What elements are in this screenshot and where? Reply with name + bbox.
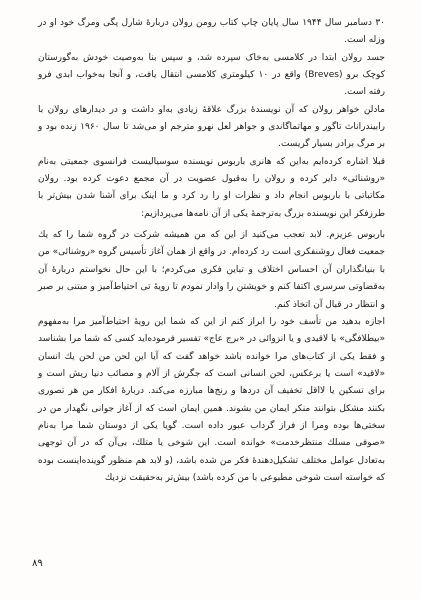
paragraph-letter-opening: باربوس عزیزم. لابد تعجب می‌کنید از این که من همیشه شرکت در گروه شما را که یك جمعیت فعال روشنفکری است رد کرده‌ام. در واقع از همان آغاز تأسیس گروه «روشنائی» من با بنیانگذاران آن احساس اختلاف و تباین فکری می‌کردم؛ با این حال نخواستم دربارهٔ آن به‌قضاوتی سرسری اکتفا کنم و خویشتن را وادار نمودم تا رویهٔ تی احتیاط‌آمیز و مبتنی بر صبر و انتظار در قبال آن اتخاذ کنم. xyxy=(38,230,385,310)
paragraph-sister-madeleine: مادلن خواهر رولان که آن نویسندهٔ بزرگ علاقهٔ زیادی به‌او داشت و در دیدارهای رولان با رابیندراناث تاگور و مهاتماگاندی و جواهر لعل نهرو مترجم او می‌شد تا سال ۱۹۶۰ زنده بود و بر مرگ برادر بسیار گریست. xyxy=(38,104,386,150)
page-number: ۸۹ xyxy=(32,558,43,569)
paragraph-letter-body: اجازه بدهید من تأسف خود را ابراز کنم از این که شما این رویهٔ احتیاط‌آمیز مرا به‌مفهوم «بیطلافگی» یا لاقیدی و یا انزوائی در «برج عاج» تفسیر فرموده‌اید کسی که شما مرا بشناسد و فقط یکی از کتاب‌های مرا خوانده باشد خواهد گفت که آیا این لحن من لحن یك انسان «لاقید» است یا برعکس، لحن انسانی است که جگرش از آلام و مصائب دنیا ریش است و برای تسکین یا لااقل تخفیف آن دردها و رنج‌ها مبارزه می‌کند. دربارهٔ افکار من هر تصوری بکنند مشکل بتوانند منکر ایمان من بشوند. همین ایمان است که از آغاز جوانی نگهدار من در سختی‌ها بوده ومرا از فراز گرداب عبور داده است. گویا یکی از دوستان شما مرا به‌نام «صوفی مسلك منتظرخدمت» خوانده است. این شوخی یا متلك، بی‌آن که در آن توجهی به‌تعادل عوامل مختلف تشکیل‌دهندهٔ فکر من شده باشد، (و لابد هم منظور گوینده‌اینست بوده که خواسته است شوخی مطبوعی با من کرده باشد) بیش‌تر به‌حقیقت نزدیك xyxy=(38,316,385,483)
paragraph-death-date: ۳۰ دسامبر سال ۱۹۴۴ سال پایان چاپ کتاب رومن رولان دربارهٔ شارل پگی و‌مرگ خود او در وزله است. xyxy=(38,18,386,46)
paragraph-burial: جسد رولان ابتدا در کلامسی به‌خاک سپرده شد، و سپس بنا به‌وصیت خودش به‌گورستان کوچک برو (Breves) واقع در ۱۰ کیلومتری کلامسی انتقال یافت، و آنجا به‌خواب ابدی فرو رفته است. xyxy=(38,52,385,98)
paragraph-barbusse-intro: قبلا اشاره کرده‌ایم به‌این که هانری باربوس نویسنده سوسیالیست فرانسوی جمعیتی به‌نام «روشنائی» دایر کرده و رولان را به‌قبول عضویت در آن مجمع دعوت کرده بود. رولان مکاتباتی با باربوس انجام داد و نظرات او را رد کرد و ما اینک برای آشنا شدن بیش‌تر با طرز‌فکر این نویسنده بزرگ به‌ترجمهٔ یکی از آن نامه‌ها می‌پردازیم: xyxy=(38,156,385,219)
